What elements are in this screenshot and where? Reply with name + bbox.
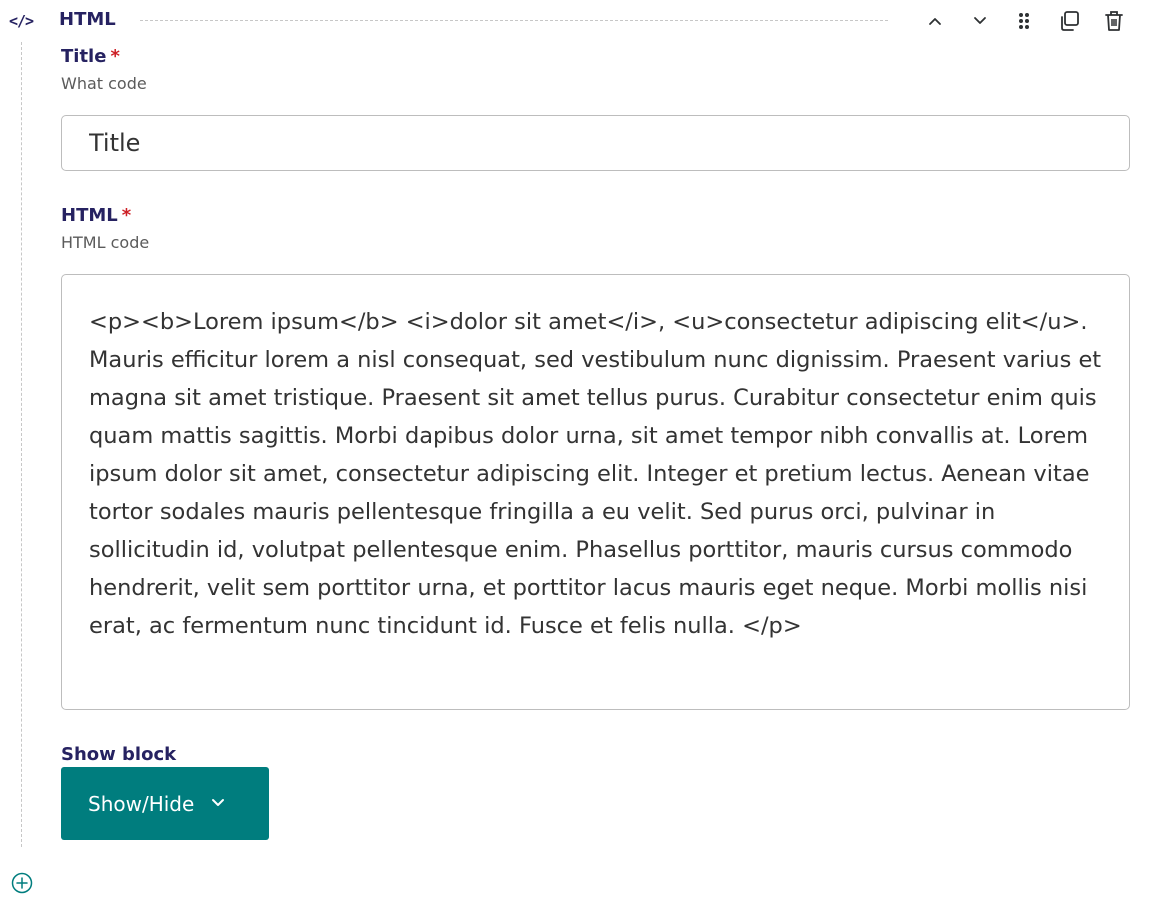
block-tree-line: [21, 42, 22, 847]
html-code-textarea[interactable]: [61, 274, 1130, 710]
show-block-select[interactable]: [61, 767, 269, 840]
required-marker: *: [121, 205, 132, 226]
title-field-label: [61, 45, 120, 69]
move-down-button[interactable]: [967, 8, 993, 34]
title-help-text: What code: [61, 74, 147, 93]
html-help-text: HTML code: [61, 233, 150, 252]
add-circle-icon[interactable]: [11, 872, 33, 894]
drag-handle-button[interactable]: [1011, 8, 1037, 34]
trash-icon: [1104, 10, 1124, 32]
code-icon: </>: [9, 12, 34, 30]
header-divider: [140, 20, 888, 21]
chevron-down-icon: [211, 798, 225, 808]
chevron-down-icon: [973, 16, 987, 26]
block-type-label: HTML: [59, 9, 116, 30]
block-header: [0, 0, 1152, 42]
duplicate-icon: [1058, 10, 1080, 32]
chevron-up-icon: [928, 16, 942, 26]
move-up-button[interactable]: [922, 8, 948, 34]
html-label-text: HTML: [61, 205, 118, 226]
html-field-label: [61, 204, 131, 228]
drag-handle-icon: [1018, 12, 1030, 30]
show-block-label: Show block: [61, 744, 177, 765]
delete-button[interactable]: [1101, 8, 1127, 34]
title-input[interactable]: [61, 115, 1130, 171]
show-block-selected-value: Show/Hide: [88, 791, 195, 816]
title-label-text: Title: [61, 46, 107, 67]
duplicate-button[interactable]: [1056, 8, 1082, 34]
required-marker: *: [110, 46, 120, 67]
